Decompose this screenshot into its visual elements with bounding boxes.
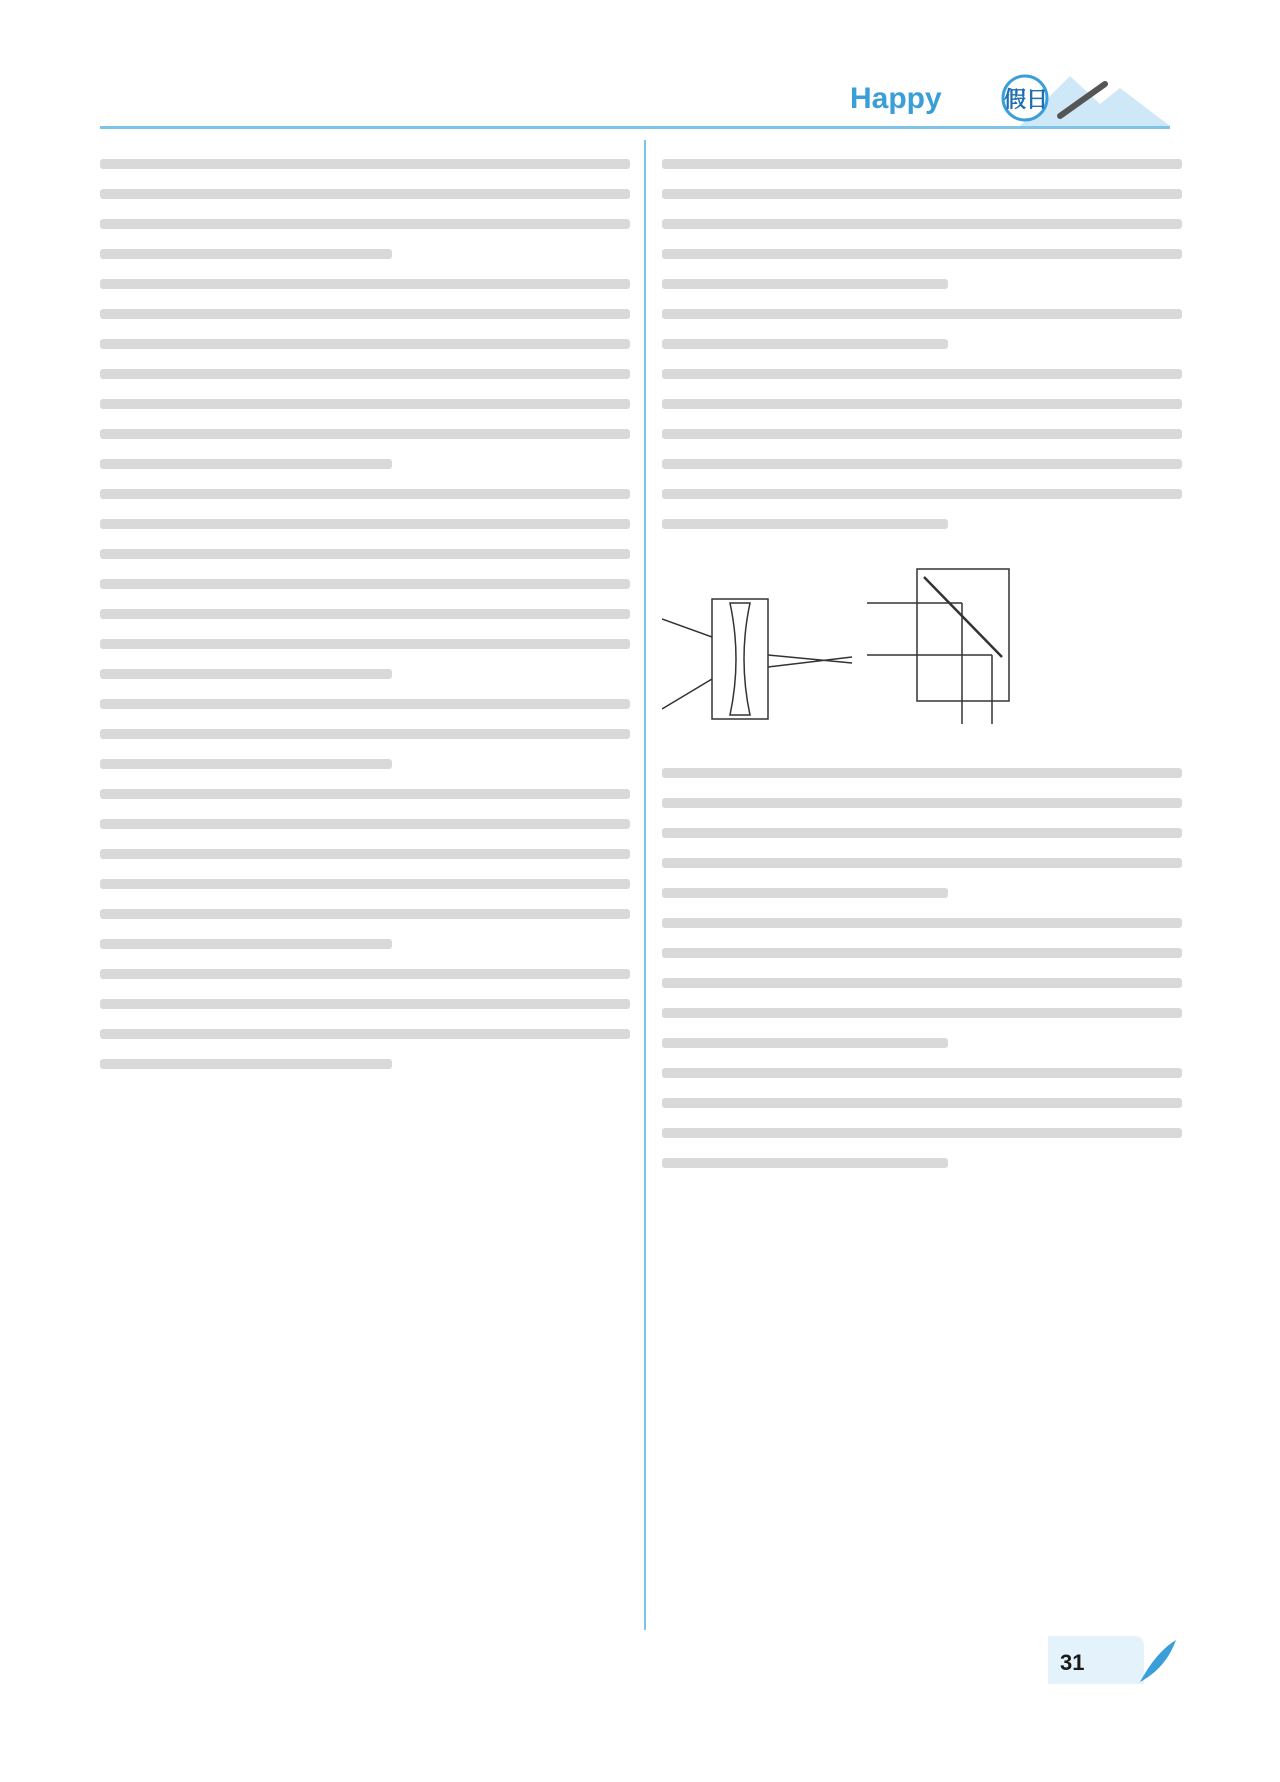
text-line-placeholder [100, 549, 630, 559]
answer-block [662, 918, 1182, 1048]
answer-block [662, 369, 1182, 379]
text-line-placeholder [662, 1068, 1182, 1078]
text-line-placeholder [100, 279, 630, 289]
column-divider [644, 140, 646, 1630]
text-line-placeholder [100, 459, 392, 469]
text-line-placeholder [100, 969, 630, 979]
text-line-placeholder [662, 429, 1182, 439]
text-line-placeholder [662, 978, 1182, 988]
answer-block [100, 789, 630, 949]
answer-block [662, 399, 1182, 529]
text-line-placeholder [662, 768, 1182, 778]
text-line-placeholder [662, 459, 1182, 469]
right-box [917, 569, 1009, 701]
left-text-blocks [100, 159, 630, 1069]
left-column [100, 140, 630, 1089]
answer-block [100, 489, 630, 679]
leaf-icon [1140, 1640, 1176, 1682]
text-line-placeholder [662, 858, 1182, 868]
text-line-placeholder [100, 639, 630, 649]
text-line-placeholder [100, 1059, 392, 1069]
text-line-placeholder [662, 1128, 1182, 1138]
text-line-placeholder [100, 699, 630, 709]
optics-diagram [662, 559, 1102, 729]
page-number-badge [1048, 1632, 1178, 1688]
brand-logo [820, 66, 1170, 126]
text-line-placeholder [100, 999, 630, 1009]
text-line-placeholder [100, 159, 630, 169]
text-line-placeholder [100, 789, 630, 799]
answer-block [100, 699, 630, 769]
text-line-placeholder [662, 888, 948, 898]
text-line-placeholder [662, 1038, 948, 1048]
text-line-placeholder [662, 219, 1182, 229]
incident-ray-bottom [662, 679, 712, 709]
text-line-placeholder [662, 159, 1182, 169]
text-line-placeholder [662, 918, 1182, 928]
text-line-placeholder [100, 399, 630, 409]
text-line-placeholder [100, 429, 630, 439]
text-line-placeholder [100, 369, 630, 379]
page-number: 31 [1060, 1650, 1085, 1675]
text-line-placeholder [100, 729, 630, 739]
text-line-placeholder [662, 1008, 1182, 1018]
text-line-placeholder [100, 879, 630, 889]
text-line-placeholder [100, 249, 392, 259]
text-line-placeholder [662, 1158, 948, 1168]
header-rule [100, 126, 1170, 129]
text-line-placeholder [662, 519, 948, 529]
text-line-placeholder [662, 489, 1182, 499]
text-line-placeholder [100, 759, 392, 769]
text-line-placeholder [662, 828, 1182, 838]
answer-block [662, 159, 1182, 289]
text-line-placeholder [662, 189, 1182, 199]
answer-block [100, 159, 630, 259]
text-line-placeholder [662, 399, 1182, 409]
text-line-placeholder [100, 519, 630, 529]
mirror-shape [924, 577, 1002, 657]
text-line-placeholder [100, 339, 630, 349]
text-line-placeholder [100, 1029, 630, 1039]
text-line-placeholder [100, 849, 630, 859]
text-line-placeholder [662, 369, 1182, 379]
right-column [662, 140, 1182, 1188]
answer-block [100, 969, 630, 1069]
text-line-placeholder [100, 939, 392, 949]
text-line-placeholder [100, 819, 630, 829]
brand-badge-text: 假日 [1004, 88, 1049, 113]
text-line-placeholder [662, 279, 948, 289]
text-line-placeholder [662, 249, 1182, 259]
answer-block [662, 1068, 1182, 1168]
page-header [100, 80, 1170, 130]
text-line-placeholder [100, 219, 630, 229]
text-line-placeholder [100, 189, 630, 199]
concave-lens-shape [730, 603, 750, 715]
answer-block [100, 279, 630, 469]
text-line-placeholder [100, 669, 392, 679]
text-line-placeholder [100, 309, 630, 319]
right-text-blocks-bottom [662, 768, 1182, 1168]
text-line-placeholder [662, 798, 1182, 808]
left-box [712, 599, 768, 719]
text-line-placeholder [662, 1098, 1182, 1108]
text-line-placeholder [662, 948, 1182, 958]
text-line-placeholder [662, 309, 1182, 319]
text-line-placeholder [100, 489, 630, 499]
text-line-placeholder [100, 579, 630, 589]
answer-block [662, 768, 1182, 898]
answer-block [662, 309, 1182, 349]
text-line-placeholder [100, 609, 630, 619]
right-text-blocks-top [662, 159, 1182, 529]
brand-text: Happy [850, 82, 942, 115]
incident-ray-top [662, 619, 712, 637]
text-line-placeholder [662, 339, 948, 349]
text-line-placeholder [100, 909, 630, 919]
